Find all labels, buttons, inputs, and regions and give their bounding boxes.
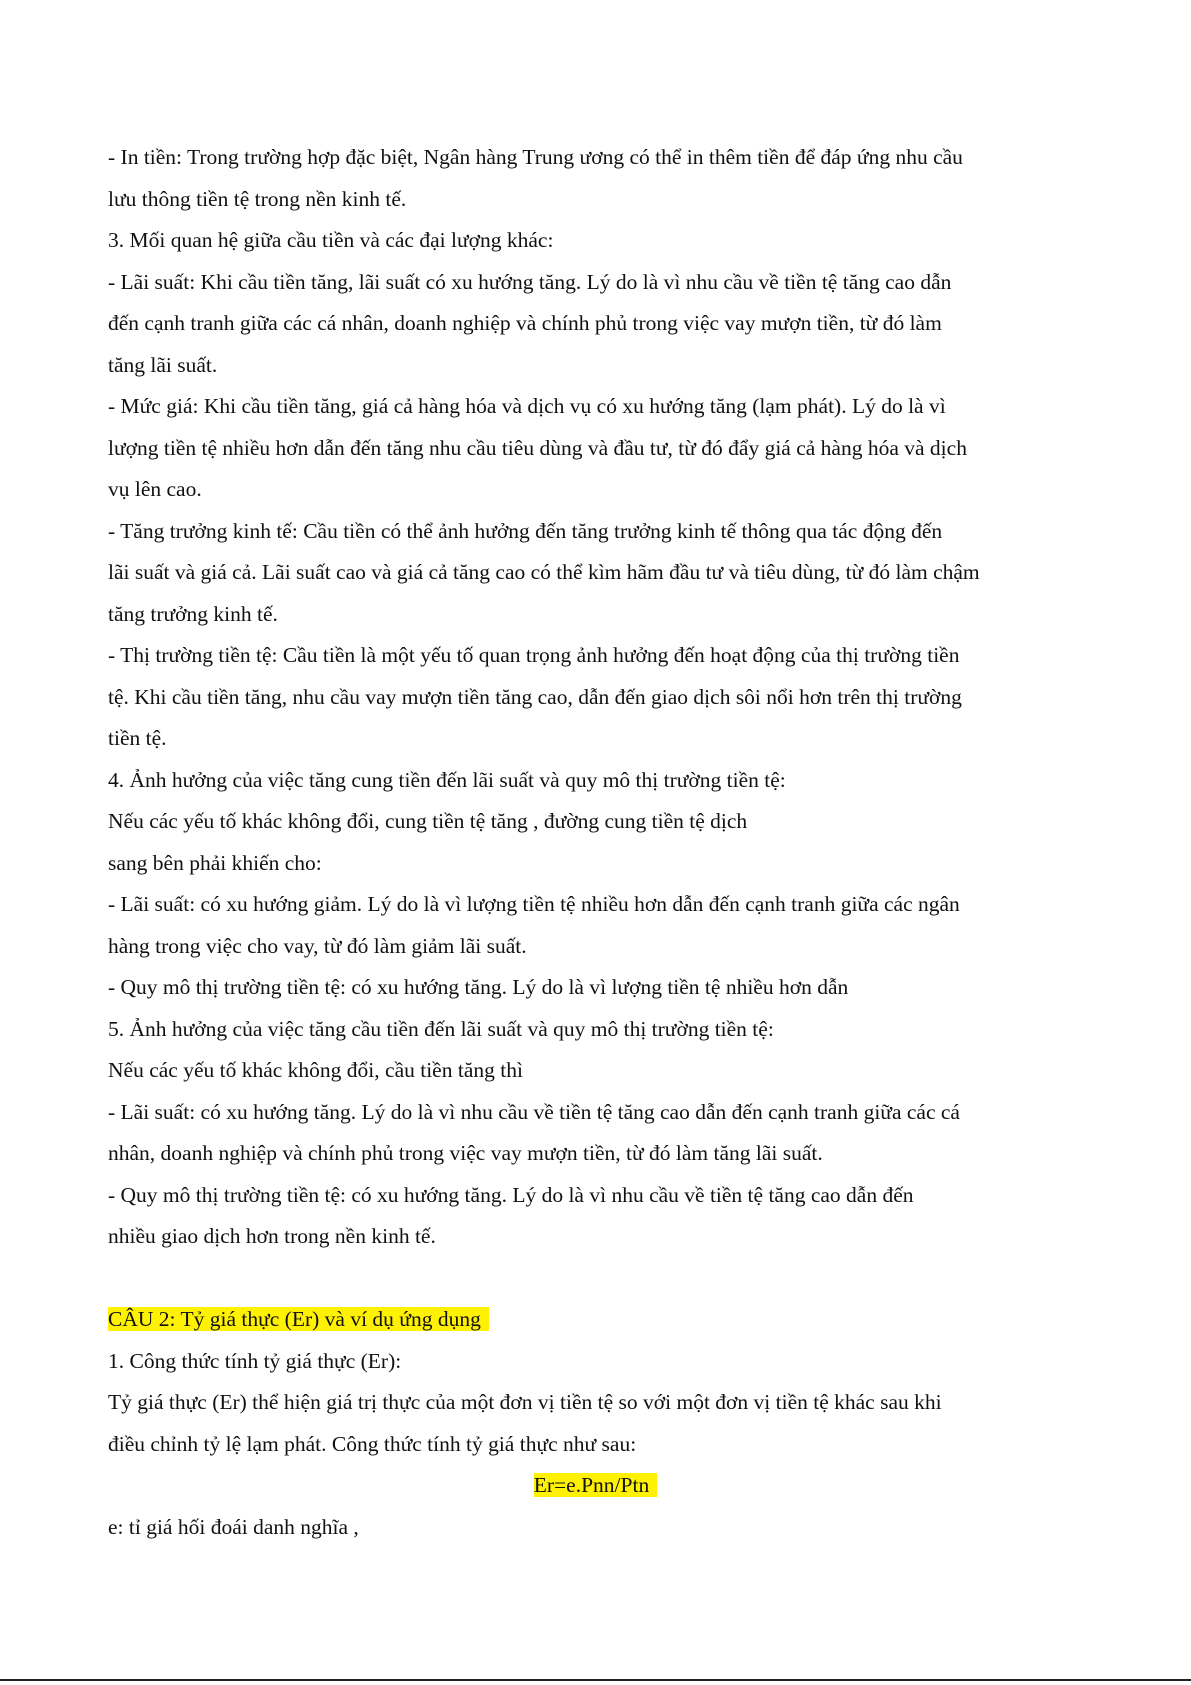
section-heading (108, 1306, 489, 1332)
text-line: Nếu các yếu tố khác không đổi, cung tiền tệ tăng , đường cung tiền tệ dịch (108, 809, 748, 833)
text-line: nhân, doanh nghiệp và chính phủ trong việc vay mượn tiền, từ đó làm tăng lãi suất. (108, 1141, 823, 1165)
text-line: - Quy mô thị trường tiền tệ: có xu hướng tăng. Lý do là vì nhu cầu về tiền tệ tăng cao dẫn đến (108, 1183, 914, 1207)
text-line: sang bên phải khiến cho: (108, 851, 322, 875)
text-line: hàng trong việc cho vay, từ đó làm giảm lãi suất. (108, 934, 527, 958)
text-line: 1. Công thức tính tỷ giá thực (Er): (108, 1349, 402, 1373)
text-line: lưu thông tiền tệ trong nền kinh tế. (108, 187, 407, 211)
highlighted-heading-text: CÂU 2: Tỷ giá thực (Er) và ví dụ ứng dụng (108, 1307, 489, 1331)
text-line: - In tiền: Trong trường hợp đặc biệt, Ngân hàng Trung ương có thể in thêm tiền để đáp ứng nhu cầu (108, 145, 963, 169)
text-line: tăng lãi suất. (108, 353, 218, 377)
text-line: tiền tệ. (108, 726, 167, 750)
text-line: điều chỉnh tỷ lệ lạm phát. Công thức tính tỷ giá thực như sau: (108, 1432, 637, 1456)
text-line: lãi suất và giá cả. Lãi suất cao và giá cả tăng cao có thể kìm hãm đầu tư và tiêu dùng, từ đó làm chậm (108, 560, 980, 584)
text-line: - Quy mô thị trường tiền tệ: có xu hướng tăng. Lý do là vì lượng tiền tệ nhiều hơn dẫn (108, 975, 849, 999)
formula-text: Er=e.Pnn/Ptn (534, 1473, 657, 1497)
page-bottom-rule (0, 1679, 1191, 1681)
text-line: - Lãi suất: Khi cầu tiền tăng, lãi suất có xu hướng tăng. Lý do là vì nhu cầu về tiền tệ tăng cao dẫn (108, 270, 952, 294)
text-line: 5. Ảnh hưởng của việc tăng cầu tiền đến lãi suất và quy mô thị trường tiền tệ: (108, 1017, 774, 1041)
text-line: - Mức giá: Khi cầu tiền tăng, giá cả hàng hóa và dịch vụ có xu hướng tăng (lạm phát). Lý do là vì (108, 394, 946, 418)
text-line: Nếu các yếu tố khác không đổi, cầu tiền tăng thì (108, 1058, 523, 1082)
text-line: tăng trưởng kinh tế. (108, 602, 278, 626)
text-line: Tỷ giá thực (Er) thể hiện giá trị thực của một đơn vị tiền tệ so với một đơn vị tiền tệ khác sau khi (108, 1390, 942, 1414)
text-line: e: tỉ giá hối đoái danh nghĩa , (108, 1515, 359, 1539)
text-line: nhiều giao dịch hơn trong nền kinh tế. (108, 1224, 436, 1248)
text-line: - Lãi suất: có xu hướng tăng. Lý do là vì nhu cầu về tiền tệ tăng cao dẫn đến cạnh tranh giữa các cá (108, 1100, 960, 1124)
text-line: đến cạnh tranh giữa các cá nhân, doanh nghiệp và chính phủ trong việc vay mượn tiền, từ đó làm (108, 311, 942, 335)
text-line: vụ lên cao. (108, 477, 202, 501)
text-line: lượng tiền tệ nhiều hơn dẫn đến tăng nhu cầu tiêu dùng và đầu tư, từ đó đẩy giá cả hàng hóa và dịch (108, 436, 967, 460)
text-line: 3. Mối quan hệ giữa cầu tiền và các đại lượng khác: (108, 228, 554, 252)
text-line: tệ. Khi cầu tiền tăng, nhu cầu vay mượn tiền tăng cao, dẫn đến giao dịch sôi nổi hơn trên thị trường (108, 685, 962, 709)
text-line: - Tăng trưởng kinh tế: Cầu tiền có thể ảnh hưởng đến tăng trưởng kinh tế thông qua tác động đến (108, 519, 943, 543)
text-line: 4. Ảnh hưởng của việc tăng cung tiền đến lãi suất và quy mô thị trường tiền tệ: (108, 768, 786, 792)
formula-line (0, 1472, 1191, 1498)
text-line: - Lãi suất: có xu hướng giảm. Lý do là vì lượng tiền tệ nhiều hơn dẫn đến cạnh tranh giữa các ngân (108, 892, 960, 916)
text-line: - Thị trường tiền tệ: Cầu tiền là một yếu tố quan trọng ảnh hưởng đến hoạt động của thị trường tiền (108, 643, 960, 667)
